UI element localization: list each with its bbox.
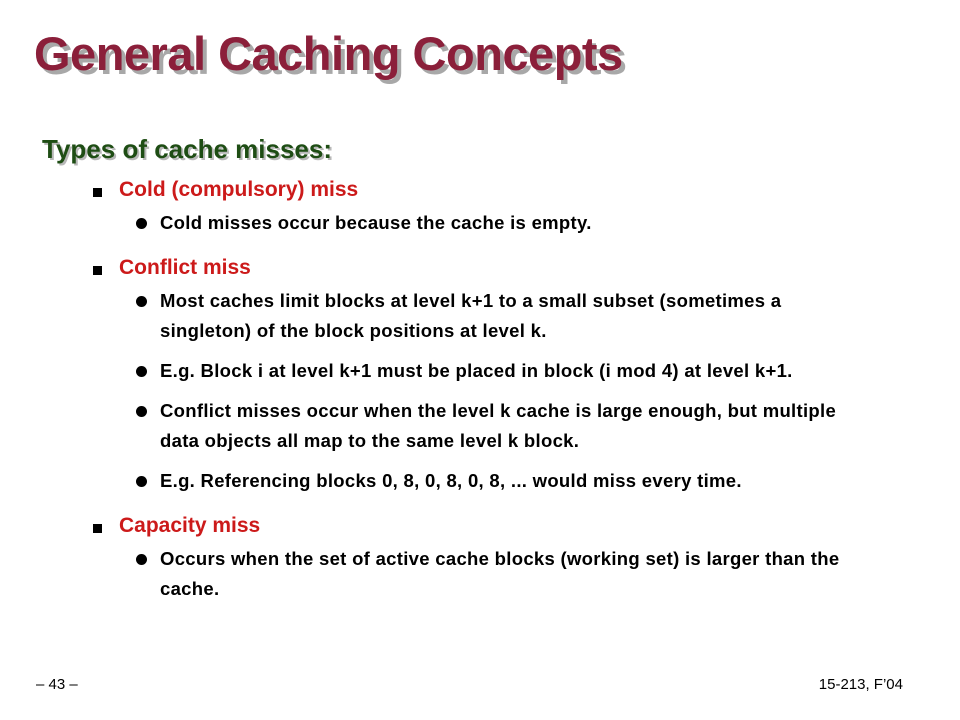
list-item [119, 466, 860, 496]
round-bullet-icon [136, 476, 147, 487]
sub-point-text: E.g. Referencing blocks 0, 8, 0, 8, 0, 8, ... would miss every time. [160, 470, 742, 491]
round-bullet-icon [136, 296, 147, 307]
section-heading: Types of cache misses: [42, 134, 332, 164]
slide-title: General Caching Concepts [34, 27, 623, 80]
list-item-cold-miss [42, 176, 922, 238]
list-item-conflict-miss [42, 254, 922, 496]
square-bullet-icon [93, 266, 102, 275]
sub-point-text: Occurs when the set of active cache blocks (working set) is larger than the cache. [160, 548, 840, 599]
page-number: – 43 – [36, 676, 78, 693]
square-bullet-icon [93, 188, 102, 197]
miss-type-label: Cold (compulsory) miss [119, 178, 359, 201]
list-item-capacity-miss [42, 512, 922, 604]
list-item [119, 396, 860, 456]
sub-point-text: Conflict misses occur when the level k cache is large enough, but multiple data objects all map to the same level k block. [160, 400, 837, 451]
round-bullet-icon [136, 554, 147, 565]
miss-type-label: Capacity miss [119, 514, 261, 537]
slide-content [42, 136, 922, 620]
list-item [119, 208, 860, 238]
sub-point-text: Cold misses occur because the cache is empty. [160, 212, 592, 233]
list-item [119, 356, 860, 386]
sub-points-list [119, 544, 922, 604]
list-item [119, 544, 860, 604]
round-bullet-icon [136, 406, 147, 417]
miss-type-label: Conflict miss [119, 256, 251, 279]
list-item [119, 286, 860, 346]
round-bullet-icon [136, 366, 147, 377]
sub-points-list [119, 286, 922, 496]
square-bullet-icon [93, 524, 102, 533]
sub-points-list [119, 208, 922, 238]
round-bullet-icon [136, 218, 147, 229]
sub-point-text: E.g. Block i at level k+1 must be placed in block (i mod 4) at level k+1. [160, 360, 793, 381]
miss-types-list [42, 176, 922, 604]
sub-point-text: Most caches limit blocks at level k+1 to a small subset (sometimes a singleton) of the block positions at level k. [160, 290, 782, 341]
course-label: 15-213, F’04 [818, 676, 903, 693]
